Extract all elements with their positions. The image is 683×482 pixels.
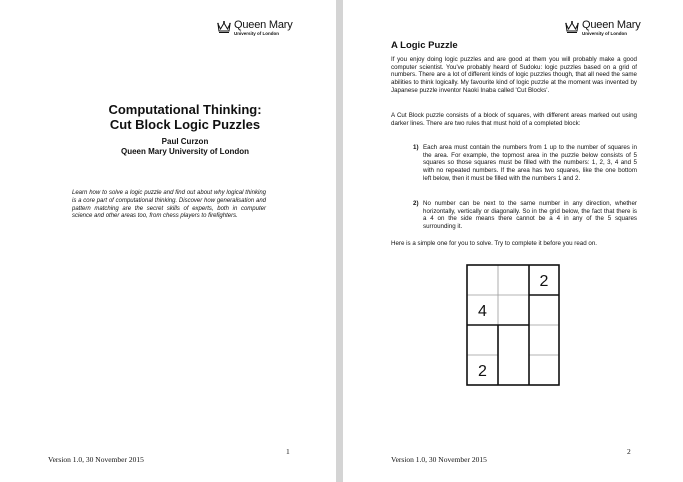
logo-subtitle: University of London — [582, 31, 627, 36]
rule-2-number: 2) — [413, 200, 419, 207]
title-line-1: Computational Thinking: — [108, 102, 262, 117]
rule-2 — [413, 200, 637, 231]
university-logo — [217, 20, 293, 37]
version-footer: Version 1.0, 30 November 2015 — [48, 455, 144, 464]
rule-2-text: No number can be next to the same number in any direction, whether horizontally, vertically or diagonally. So in the grid below, the fact that there is a 4 on the side means there cannot be a 4 in any of the 5 squares surrounding it. — [423, 200, 637, 231]
abstract: Learn how to solve a logic puzzle and find out about why logical thinking is a core part of computational thinking. Discover how generalisation and pattern matching are the secret skills of experts, both in computer science and other areas too, from chess players to firefighters. — [72, 190, 266, 220]
document-title — [60, 102, 310, 132]
author-affiliation: Queen Mary University of London — [120, 147, 249, 156]
cut-block-puzzle-grid — [465, 263, 561, 387]
logo-subtitle: University of London — [234, 31, 279, 36]
title-line-2: Cut Block Logic Puzzles — [109, 117, 261, 132]
puzzle-cell-digit: 4 — [478, 303, 487, 320]
paragraph-try-it: Here is a simple one for you to solve. Try to complete it before you read on. — [391, 240, 598, 247]
logo-name: Queen Mary — [234, 19, 293, 31]
crown-icon — [565, 20, 579, 34]
rule-1 — [413, 144, 637, 183]
section-heading: A Logic Puzzle — [391, 40, 458, 51]
author-name: Paul Curzon — [161, 137, 209, 146]
university-logo — [565, 20, 641, 37]
page-number: 1 — [286, 447, 290, 456]
paragraph-intro: If you enjoy doing logic puzzles and are good at them you will probably make a good computer scientist. You've probably heard of Sudoku: logic puzzles based on a grid of numbers. There are a lot of different kinds of logic puzzles though, that all need the same abilities to think logically. My favourite kind of logic puzzle at the moment was invented by Japanese puzzle inventor Naoki Inaba called 'Cut Blocks'. — [391, 56, 637, 94]
logo-name: Queen Mary — [582, 19, 641, 31]
rule-1-number: 1) — [413, 144, 419, 151]
rule-1-text: Each area must contain the numbers from 1 up to the number of squares in the area. For example, the topmost area in the puzzle below consists of 5 squares so those squares must be filled with the numbers: 1, 2, 3, 4 and 5 with no repeated numbers. If the area has two squares, like the one bottom left below, then it must be filled with the numbers 1 and 2. — [423, 144, 637, 182]
document-page-2 — [343, 0, 683, 482]
crown-icon — [217, 20, 231, 34]
version-footer: Version 1.0, 30 November 2015 — [391, 455, 487, 464]
puzzle-cell-digit: 2 — [539, 273, 549, 290]
paragraph-rules-intro: A Cut Block puzzle consists of a block of squares, with different areas marked out using darker lines. There are two rules that must hold of a completed block: — [391, 112, 637, 127]
document-page-1 — [0, 0, 336, 482]
author-block — [60, 137, 310, 157]
page-number: 2 — [627, 447, 631, 456]
puzzle-cell-digit: 2 — [478, 363, 487, 380]
